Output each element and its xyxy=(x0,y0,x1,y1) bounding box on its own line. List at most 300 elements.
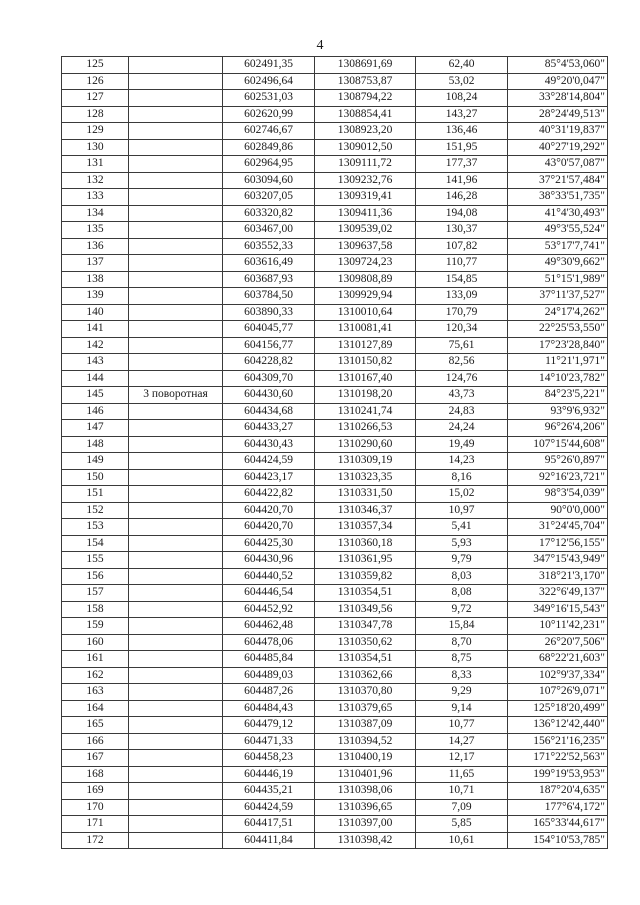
table-row xyxy=(62,172,608,189)
point-type-cell xyxy=(129,189,223,206)
coordinates-table-body xyxy=(62,57,608,849)
table-row xyxy=(62,601,608,618)
y-coordinate-cell: 1310346,37 xyxy=(315,502,416,519)
distance-cell: 15,84 xyxy=(416,618,508,635)
distance-cell: 14,27 xyxy=(416,733,508,750)
y-coordinate-cell: 1308794,22 xyxy=(315,90,416,107)
point-number-cell: 128 xyxy=(62,106,129,123)
point-number-cell: 166 xyxy=(62,733,129,750)
distance-cell: 154,85 xyxy=(416,271,508,288)
distance-cell: 8,16 xyxy=(416,469,508,486)
direction-angle-cell: 24°17'4,262" xyxy=(508,304,608,321)
x-coordinate-cell: 603552,33 xyxy=(223,238,315,255)
x-coordinate-cell: 603616,49 xyxy=(223,255,315,272)
table-row xyxy=(62,73,608,90)
page-number: 4 xyxy=(316,38,324,53)
direction-angle-cell: 33°28'14,804" xyxy=(508,90,608,107)
y-coordinate-cell: 1308923,20 xyxy=(315,123,416,140)
direction-angle-cell: 102°9'37,334" xyxy=(508,667,608,684)
y-coordinate-cell: 1309539,02 xyxy=(315,222,416,239)
x-coordinate-cell: 604440,52 xyxy=(223,568,315,585)
point-number-cell: 130 xyxy=(62,139,129,156)
direction-angle-cell: 347°15'43,949" xyxy=(508,552,608,569)
point-number-cell: 147 xyxy=(62,420,129,437)
point-type-cell xyxy=(129,733,223,750)
x-coordinate-cell: 604425,30 xyxy=(223,535,315,552)
distance-cell: 146,28 xyxy=(416,189,508,206)
direction-angle-cell: 31°24'45,704" xyxy=(508,519,608,536)
point-number-cell: 146 xyxy=(62,403,129,420)
table-row xyxy=(62,156,608,173)
x-coordinate-cell: 604417,51 xyxy=(223,816,315,833)
distance-cell: 8,03 xyxy=(416,568,508,585)
point-number-cell: 169 xyxy=(62,783,129,800)
x-coordinate-cell: 604478,06 xyxy=(223,634,315,651)
x-coordinate-cell: 604433,27 xyxy=(223,420,315,437)
y-coordinate-cell: 1310241,74 xyxy=(315,403,416,420)
table-row xyxy=(62,502,608,519)
point-type-cell xyxy=(129,73,223,90)
point-type-cell xyxy=(129,139,223,156)
y-coordinate-cell: 1310323,35 xyxy=(315,469,416,486)
point-type-cell xyxy=(129,337,223,354)
point-number-cell: 140 xyxy=(62,304,129,321)
x-coordinate-cell: 604423,17 xyxy=(223,469,315,486)
direction-angle-cell: 93°9'6,932" xyxy=(508,403,608,420)
x-coordinate-cell: 604485,84 xyxy=(223,651,315,668)
distance-cell: 8,08 xyxy=(416,585,508,602)
point-type-cell: 3 поворотная xyxy=(129,387,223,404)
x-coordinate-cell: 604446,54 xyxy=(223,585,315,602)
y-coordinate-cell: 1310360,18 xyxy=(315,535,416,552)
point-type-cell xyxy=(129,304,223,321)
direction-angle-cell: 17°12'56,155" xyxy=(508,535,608,552)
point-number-cell: 131 xyxy=(62,156,129,173)
distance-cell: 110,77 xyxy=(416,255,508,272)
point-type-cell xyxy=(129,420,223,437)
x-coordinate-cell: 604435,21 xyxy=(223,783,315,800)
table-row xyxy=(62,370,608,387)
point-type-cell xyxy=(129,288,223,305)
direction-angle-cell: 43°0'57,087" xyxy=(508,156,608,173)
x-coordinate-cell: 604228,82 xyxy=(223,354,315,371)
distance-cell: 24,24 xyxy=(416,420,508,437)
direction-angle-cell: 107°15'44,608" xyxy=(508,436,608,453)
y-coordinate-cell: 1309411,36 xyxy=(315,205,416,222)
distance-cell: 130,37 xyxy=(416,222,508,239)
point-type-cell xyxy=(129,601,223,618)
x-coordinate-cell: 604411,84 xyxy=(223,832,315,849)
point-type-cell xyxy=(129,750,223,767)
table-row xyxy=(62,750,608,767)
table-row xyxy=(62,57,608,74)
x-coordinate-cell: 604446,19 xyxy=(223,766,315,783)
direction-angle-cell: 41°4'30,493" xyxy=(508,205,608,222)
x-coordinate-cell: 604484,43 xyxy=(223,700,315,717)
distance-cell: 194,08 xyxy=(416,205,508,222)
distance-cell: 8,75 xyxy=(416,651,508,668)
point-number-cell: 132 xyxy=(62,172,129,189)
y-coordinate-cell: 1310401,96 xyxy=(315,766,416,783)
point-type-cell xyxy=(129,403,223,420)
distance-cell: 5,85 xyxy=(416,816,508,833)
direction-angle-cell: 40°27'19,292" xyxy=(508,139,608,156)
distance-cell: 15,02 xyxy=(416,486,508,503)
point-number-cell: 159 xyxy=(62,618,129,635)
distance-cell: 53,02 xyxy=(416,73,508,90)
point-type-cell xyxy=(129,651,223,668)
direction-angle-cell: 37°21'57,484" xyxy=(508,172,608,189)
point-type-cell xyxy=(129,568,223,585)
point-type-cell xyxy=(129,453,223,470)
y-coordinate-cell: 1310370,80 xyxy=(315,684,416,701)
point-number-cell: 154 xyxy=(62,535,129,552)
table-row xyxy=(62,337,608,354)
x-coordinate-cell: 604487,26 xyxy=(223,684,315,701)
point-type-cell xyxy=(129,271,223,288)
table-row xyxy=(62,799,608,816)
direction-angle-cell: 136°12'42,440" xyxy=(508,717,608,734)
table-row xyxy=(62,139,608,156)
distance-cell: 5,41 xyxy=(416,519,508,536)
y-coordinate-cell: 1310357,34 xyxy=(315,519,416,536)
table-row xyxy=(62,783,608,800)
x-coordinate-cell: 603687,93 xyxy=(223,271,315,288)
point-number-cell: 160 xyxy=(62,634,129,651)
point-type-cell xyxy=(129,436,223,453)
table-row xyxy=(62,354,608,371)
x-coordinate-cell: 604458,23 xyxy=(223,750,315,767)
direction-angle-cell: 49°30'9,662" xyxy=(508,255,608,272)
distance-cell: 108,24 xyxy=(416,90,508,107)
direction-angle-cell: 11°21'1,971" xyxy=(508,354,608,371)
direction-angle-cell: 51°15'1,989" xyxy=(508,271,608,288)
y-coordinate-cell: 1310349,56 xyxy=(315,601,416,618)
table-row xyxy=(62,733,608,750)
y-coordinate-cell: 1309724,23 xyxy=(315,255,416,272)
x-coordinate-cell: 604471,33 xyxy=(223,733,315,750)
direction-angle-cell: 10°11'42,231" xyxy=(508,618,608,635)
table-row xyxy=(62,585,608,602)
direction-angle-cell: 37°11'37,527" xyxy=(508,288,608,305)
table-row xyxy=(62,420,608,437)
y-coordinate-cell: 1310397,00 xyxy=(315,816,416,833)
distance-cell: 10,97 xyxy=(416,502,508,519)
direction-angle-cell: 95°26'0,897" xyxy=(508,453,608,470)
point-type-cell xyxy=(129,222,223,239)
table-row xyxy=(62,255,608,272)
table-row xyxy=(62,568,608,585)
point-number-cell: 161 xyxy=(62,651,129,668)
direction-angle-cell: 14°10'23,782" xyxy=(508,370,608,387)
direction-angle-cell: 92°16'23,721" xyxy=(508,469,608,486)
distance-cell: 75,61 xyxy=(416,337,508,354)
table-row xyxy=(62,535,608,552)
distance-cell: 14,23 xyxy=(416,453,508,470)
direction-angle-cell: 177°6'4,172" xyxy=(508,799,608,816)
distance-cell: 9,29 xyxy=(416,684,508,701)
distance-cell: 9,79 xyxy=(416,552,508,569)
x-coordinate-cell: 602849,86 xyxy=(223,139,315,156)
point-type-cell xyxy=(129,205,223,222)
point-number-cell: 168 xyxy=(62,766,129,783)
direction-angle-cell: 68°22'21,603" xyxy=(508,651,608,668)
table-row xyxy=(62,667,608,684)
y-coordinate-cell: 1310127,89 xyxy=(315,337,416,354)
distance-cell: 10,71 xyxy=(416,783,508,800)
y-coordinate-cell: 1308753,87 xyxy=(315,73,416,90)
point-number-cell: 149 xyxy=(62,453,129,470)
direction-angle-cell: 349°16'15,543" xyxy=(508,601,608,618)
distance-cell: 143,27 xyxy=(416,106,508,123)
point-number-cell: 125 xyxy=(62,57,129,74)
table-row xyxy=(62,552,608,569)
x-coordinate-cell: 604156,77 xyxy=(223,337,315,354)
table-row xyxy=(62,651,608,668)
y-coordinate-cell: 1310396,65 xyxy=(315,799,416,816)
point-number-cell: 138 xyxy=(62,271,129,288)
distance-cell: 7,09 xyxy=(416,799,508,816)
table-row xyxy=(62,205,608,222)
point-type-cell xyxy=(129,634,223,651)
table-row xyxy=(62,634,608,651)
point-number-cell: 137 xyxy=(62,255,129,272)
direction-angle-cell: 156°21'16,235" xyxy=(508,733,608,750)
x-coordinate-cell: 602620,99 xyxy=(223,106,315,123)
point-number-cell: 167 xyxy=(62,750,129,767)
point-number-cell: 171 xyxy=(62,816,129,833)
point-number-cell: 143 xyxy=(62,354,129,371)
distance-cell: 133,09 xyxy=(416,288,508,305)
table-row xyxy=(62,519,608,536)
x-coordinate-cell: 603207,05 xyxy=(223,189,315,206)
table-row xyxy=(62,816,608,833)
y-coordinate-cell: 1310331,50 xyxy=(315,486,416,503)
point-type-cell xyxy=(129,354,223,371)
table-row xyxy=(62,618,608,635)
point-number-cell: 148 xyxy=(62,436,129,453)
point-number-cell: 139 xyxy=(62,288,129,305)
distance-cell: 9,14 xyxy=(416,700,508,717)
x-coordinate-cell: 604430,43 xyxy=(223,436,315,453)
point-type-cell xyxy=(129,667,223,684)
table-row xyxy=(62,486,608,503)
direction-angle-cell: 40°31'19,837" xyxy=(508,123,608,140)
direction-angle-cell: 125°18'20,499" xyxy=(508,700,608,717)
y-coordinate-cell: 1310379,65 xyxy=(315,700,416,717)
point-type-cell xyxy=(129,717,223,734)
distance-cell: 170,79 xyxy=(416,304,508,321)
table-row xyxy=(62,123,608,140)
direction-angle-cell: 26°20'7,506" xyxy=(508,634,608,651)
point-number-cell: 126 xyxy=(62,73,129,90)
point-number-cell: 170 xyxy=(62,799,129,816)
x-coordinate-cell: 604462,48 xyxy=(223,618,315,635)
y-coordinate-cell: 1310361,95 xyxy=(315,552,416,569)
x-coordinate-cell: 604434,68 xyxy=(223,403,315,420)
distance-cell: 107,82 xyxy=(416,238,508,255)
distance-cell: 10,61 xyxy=(416,832,508,849)
point-number-cell: 157 xyxy=(62,585,129,602)
direction-angle-cell: 90°0'0,000" xyxy=(508,502,608,519)
y-coordinate-cell: 1310398,42 xyxy=(315,832,416,849)
point-type-cell xyxy=(129,370,223,387)
point-number-cell: 133 xyxy=(62,189,129,206)
y-coordinate-cell: 1310354,51 xyxy=(315,585,416,602)
x-coordinate-cell: 604489,03 xyxy=(223,667,315,684)
table-row xyxy=(62,288,608,305)
y-coordinate-cell: 1309012,50 xyxy=(315,139,416,156)
x-coordinate-cell: 602496,64 xyxy=(223,73,315,90)
x-coordinate-cell: 604430,60 xyxy=(223,387,315,404)
direction-angle-cell: 107°26'9,071" xyxy=(508,684,608,701)
x-coordinate-cell: 604422,82 xyxy=(223,486,315,503)
direction-angle-cell: 49°20'0,047" xyxy=(508,73,608,90)
point-number-cell: 144 xyxy=(62,370,129,387)
direction-angle-cell: 199°19'53,953" xyxy=(508,766,608,783)
distance-cell: 120,34 xyxy=(416,321,508,338)
x-coordinate-cell: 604424,59 xyxy=(223,453,315,470)
point-type-cell xyxy=(129,106,223,123)
table-row xyxy=(62,684,608,701)
point-type-cell xyxy=(129,123,223,140)
point-type-cell xyxy=(129,684,223,701)
point-type-cell xyxy=(129,700,223,717)
y-coordinate-cell: 1309319,41 xyxy=(315,189,416,206)
direction-angle-cell: 53°17'7,741" xyxy=(508,238,608,255)
y-coordinate-cell: 1310266,53 xyxy=(315,420,416,437)
x-coordinate-cell: 602746,67 xyxy=(223,123,315,140)
x-coordinate-cell: 603320,82 xyxy=(223,205,315,222)
x-coordinate-cell: 603094,60 xyxy=(223,172,315,189)
distance-cell: 124,76 xyxy=(416,370,508,387)
table-row xyxy=(62,321,608,338)
distance-cell: 141,96 xyxy=(416,172,508,189)
point-type-cell xyxy=(129,816,223,833)
point-number-cell: 163 xyxy=(62,684,129,701)
y-coordinate-cell: 1310359,82 xyxy=(315,568,416,585)
y-coordinate-cell: 1310081,41 xyxy=(315,321,416,338)
table-row xyxy=(62,238,608,255)
y-coordinate-cell: 1310394,52 xyxy=(315,733,416,750)
y-coordinate-cell: 1310347,78 xyxy=(315,618,416,635)
point-number-cell: 145 xyxy=(62,387,129,404)
direction-angle-cell: 96°26'4,206" xyxy=(508,420,608,437)
point-type-cell xyxy=(129,535,223,552)
point-number-cell: 136 xyxy=(62,238,129,255)
direction-angle-cell: 85°4'53,060" xyxy=(508,57,608,74)
x-coordinate-cell: 603467,00 xyxy=(223,222,315,239)
direction-angle-cell: 98°3'54,039" xyxy=(508,486,608,503)
table-row xyxy=(62,766,608,783)
direction-angle-cell: 171°22'52,563" xyxy=(508,750,608,767)
y-coordinate-cell: 1310150,82 xyxy=(315,354,416,371)
x-coordinate-cell: 604430,96 xyxy=(223,552,315,569)
x-coordinate-cell: 604045,77 xyxy=(223,321,315,338)
table-row xyxy=(62,222,608,239)
direction-angle-cell: 17°23'28,840" xyxy=(508,337,608,354)
point-number-cell: 153 xyxy=(62,519,129,536)
distance-cell: 5,93 xyxy=(416,535,508,552)
point-number-cell: 162 xyxy=(62,667,129,684)
point-number-cell: 141 xyxy=(62,321,129,338)
point-type-cell xyxy=(129,238,223,255)
direction-angle-cell: 84°23'5,221" xyxy=(508,387,608,404)
direction-angle-cell: 318°21'3,170" xyxy=(508,568,608,585)
y-coordinate-cell: 1310167,40 xyxy=(315,370,416,387)
y-coordinate-cell: 1310350,62 xyxy=(315,634,416,651)
direction-angle-cell: 38°33'51,735" xyxy=(508,189,608,206)
y-coordinate-cell: 1310290,60 xyxy=(315,436,416,453)
x-coordinate-cell: 604309,70 xyxy=(223,370,315,387)
point-type-cell xyxy=(129,585,223,602)
table-row xyxy=(62,436,608,453)
x-coordinate-cell: 604452,92 xyxy=(223,601,315,618)
x-coordinate-cell: 604420,70 xyxy=(223,502,315,519)
y-coordinate-cell: 1308854,41 xyxy=(315,106,416,123)
y-coordinate-cell: 1309111,72 xyxy=(315,156,416,173)
distance-cell: 43,73 xyxy=(416,387,508,404)
x-coordinate-cell: 602491,35 xyxy=(223,57,315,74)
x-coordinate-cell: 603784,50 xyxy=(223,288,315,305)
table-row xyxy=(62,106,608,123)
point-number-cell: 158 xyxy=(62,601,129,618)
point-number-cell: 129 xyxy=(62,123,129,140)
distance-cell: 62,40 xyxy=(416,57,508,74)
distance-cell: 151,95 xyxy=(416,139,508,156)
point-number-cell: 165 xyxy=(62,717,129,734)
distance-cell: 10,77 xyxy=(416,717,508,734)
point-type-cell xyxy=(129,321,223,338)
table-row xyxy=(62,469,608,486)
direction-angle-cell: 49°3'55,524" xyxy=(508,222,608,239)
point-type-cell xyxy=(129,783,223,800)
table-row xyxy=(62,304,608,321)
point-number-cell: 142 xyxy=(62,337,129,354)
y-coordinate-cell: 1310398,06 xyxy=(315,783,416,800)
point-number-cell: 127 xyxy=(62,90,129,107)
point-type-cell xyxy=(129,552,223,569)
point-number-cell: 152 xyxy=(62,502,129,519)
point-number-cell: 151 xyxy=(62,486,129,503)
direction-angle-cell: 187°20'4,635" xyxy=(508,783,608,800)
table-row xyxy=(62,189,608,206)
y-coordinate-cell: 1309929,94 xyxy=(315,288,416,305)
point-number-cell: 134 xyxy=(62,205,129,222)
point-type-cell xyxy=(129,172,223,189)
table-row xyxy=(62,832,608,849)
distance-cell: 9,72 xyxy=(416,601,508,618)
point-type-cell xyxy=(129,618,223,635)
y-coordinate-cell: 1310400,19 xyxy=(315,750,416,767)
distance-cell: 8,33 xyxy=(416,667,508,684)
distance-cell: 11,65 xyxy=(416,766,508,783)
point-type-cell xyxy=(129,469,223,486)
point-number-cell: 172 xyxy=(62,832,129,849)
table-row xyxy=(62,403,608,420)
point-type-cell xyxy=(129,519,223,536)
distance-cell: 136,46 xyxy=(416,123,508,140)
table-row xyxy=(62,453,608,470)
point-type-cell xyxy=(129,502,223,519)
point-number-cell: 155 xyxy=(62,552,129,569)
y-coordinate-cell: 1309637,58 xyxy=(315,238,416,255)
coordinates-table xyxy=(61,56,608,849)
x-coordinate-cell: 604479,12 xyxy=(223,717,315,734)
distance-cell: 24,83 xyxy=(416,403,508,420)
point-type-cell xyxy=(129,90,223,107)
direction-angle-cell: 322°6'49,137" xyxy=(508,585,608,602)
